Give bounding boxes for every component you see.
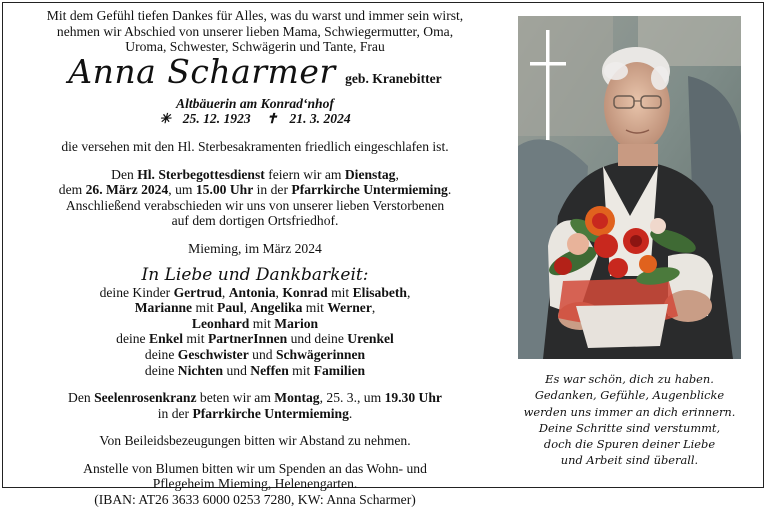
donation-line-3: (IBAN: AT26 3633 6000 0253 7280, KW: Anna Scharmer) (94, 492, 416, 508)
deceased-title: Altbäuerin am Konrad‘nhof (176, 95, 334, 111)
life-dates (10, 111, 500, 127)
intro-line-2: nehmen wir Abschied von unserer lieben Mama, Schwiegermutter, Oma, (56, 23, 454, 39)
memorial-poem (518, 371, 741, 469)
mourners-line-2: Marianne mit Paul, Angelika mit Werner, (134, 300, 376, 316)
place-date: Mieming, im März 2024 (188, 240, 322, 256)
mourners-line-6: deine Nichten und Neffen mit Familien (144, 362, 366, 378)
service-line-3: Anschließend verabschieden wir uns von unserer lieben Verstorbenen (65, 197, 445, 213)
deceased-name: Anna Scharmer (68, 51, 336, 91)
mourners-heading: In Liebe und Dankbarkeit: (141, 264, 369, 285)
death-cross-icon: ✝ (266, 111, 278, 127)
obituary-text-column (10, 8, 500, 508)
rosary-line-1: Den Seelenrosenkranz beten wir am Montag, 25. 3., um 19.30 Uhr (68, 390, 442, 406)
donation-line-1: Anstelle von Blumen bitten wir um Spenden an das Wohn- und (83, 460, 427, 476)
mourners-line-1: deine Kinder Gertrud, Antonia, Konrad mit Elisabeth, (99, 284, 411, 300)
poem-line-5: doch die Spuren deiner Liebe (543, 437, 716, 452)
birth-date: 25. 12. 1923 (182, 111, 251, 127)
donation-line-2: Pflegeheim Mieming, Helenengarten. (152, 476, 358, 492)
rosary-line-2: in der Pfarrkirche Untermieming. (157, 405, 353, 421)
intro-line-3: Uroma, Schwester, Schwägerin und Tante, Frau (125, 39, 385, 55)
name-row (10, 51, 500, 96)
poem-line-1: Es war schön, dich zu haben. (545, 372, 714, 386)
birth-star-icon: ✳ (159, 111, 171, 127)
portrait-photo (518, 16, 741, 359)
mourners-line-3: Leonhard mit Marion (191, 315, 319, 331)
intro-line-1: Mit dem Gefühl tiefen Dankes für Alles, was du warst und immer sein wirst, (46, 8, 464, 23)
birth-name: geb. Kranebitter (345, 70, 442, 86)
poem-line-6: und Arbeit sind überall. (560, 453, 699, 468)
service-line-4: auf dem dortigen Ortsfriedhof. (171, 213, 339, 229)
death-date: 21. 3. 2024 (289, 111, 351, 127)
condolences-text: Von Beileidsbezeugungen bitten wir Abstand zu nehmen. (99, 433, 411, 449)
poem-line-3: werden uns immer an dich erinnern. (523, 404, 736, 419)
mourners-line-5: deine Geschwister und Schwägerinnen (144, 346, 366, 362)
poem-line-2: Gedanken, Gefühle, Augenblicke (534, 388, 725, 403)
service-line-1: Den Hl. Sterbegottesdienst feiern wir am Dienstag, (111, 166, 399, 182)
mourners-line-4: deine Enkel mit PartnerInnen und deine Urenkel (116, 331, 394, 347)
sacraments-text: die versehen mit den Hl. Sterbesakramenten friedlich eingeschlafen ist. (61, 138, 449, 154)
poem-line-4: Deine Schritte sind verstummt, (538, 420, 721, 435)
service-line-2: dem 26. März 2024, um 15.00 Uhr in der Pfarrkirche Untermieming. (58, 182, 452, 198)
